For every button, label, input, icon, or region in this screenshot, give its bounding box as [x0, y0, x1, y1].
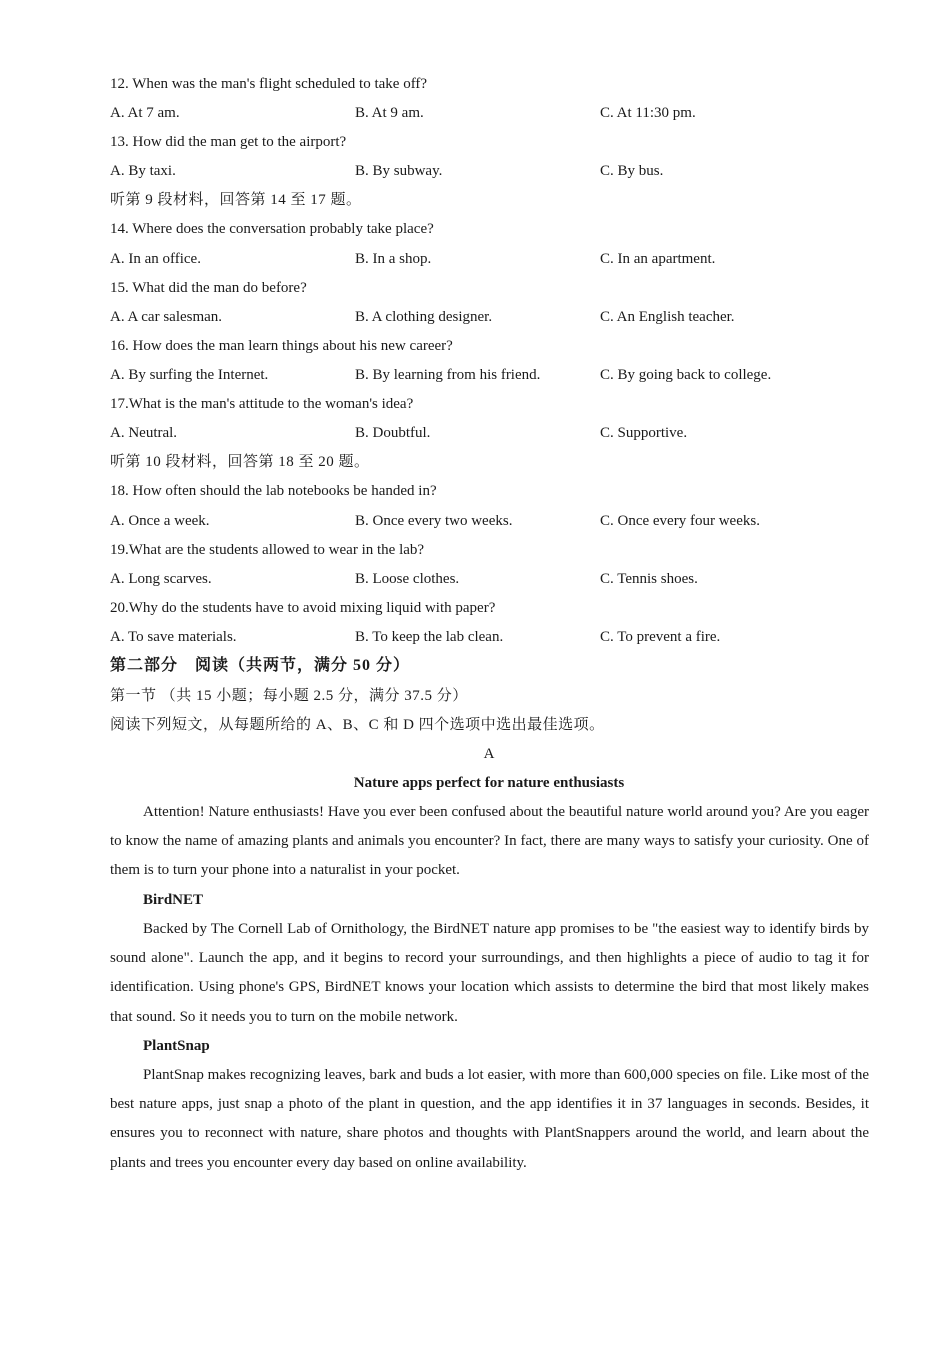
q20-option-b: B. To keep the lab clean. — [355, 629, 504, 645]
question-18: 18. How often should the lab notebooks be handed in? — [110, 483, 437, 499]
part-2-heading: 第二部分 阅读（共两节，满分 50 分） — [110, 657, 411, 674]
q13-option-b: B. By subway. — [355, 163, 443, 179]
q19-option-b: B. Loose clothes. — [355, 571, 460, 587]
q14-option-b: B. In a shop. — [355, 251, 432, 267]
question-13: 13. How did the man get to the airport? — [110, 134, 347, 150]
q17-option-a: A. Neutral. — [110, 425, 178, 441]
question-17: 17.What is the man's attitude to the woman's idea? — [110, 396, 414, 412]
q16-option-a: A. By surfing the Internet. — [110, 367, 269, 383]
q17-option-c: C. Supportive. — [600, 425, 688, 441]
question-19: 19.What are the students allowed to wear in the lab? — [110, 542, 425, 558]
q19-option-a: A. Long scarves. — [110, 571, 212, 587]
q15-option-b: B. A clothing designer. — [355, 309, 493, 325]
passage-intro-paragraph: Attention! Nature enthusiasts! Have you ever been confused about the beautiful nature world around you? Are you eager to know the name of amazing plants and animals you encounter? In fact, there are many ways to satisfy your curiosity. One of them is to turn your phone into a naturalist in your pocket. — [110, 804, 869, 879]
q16-option-b: B. By learning from his friend. — [355, 367, 541, 383]
passage-letter: A — [483, 746, 495, 762]
app-plantsnap-paragraph: PlantSnap makes recognizing leaves, bark and buds a lot easier, with more than 600,000 species on file. Like most of the best nature apps, just snap a photo of the plant in question, and the app identifies it in 37 languages in seconds. Besides, it ensures you to reconnect with nature, share photos and thoughts with PlantSnappers around the world, and learn about the plants and trees you encounter every day based on online availability. — [110, 1067, 869, 1171]
q18-option-b: B. Once every two weeks. — [355, 513, 513, 529]
q14-option-a: A. In an office. — [110, 251, 201, 267]
q13-option-c: C. By bus. — [600, 163, 664, 179]
q18-option-a: A. Once a week. — [110, 513, 210, 529]
reading-instruction: 阅读下列短文，从每题所给的 A、B、C 和 D 四个选项中选出最佳选项。 — [110, 717, 605, 733]
section-1-subheading: 第一节 （共 15 小题；每小题 2.5 分，满分 37.5 分） — [110, 688, 468, 704]
q16-option-c: C. By going back to college. — [600, 367, 772, 383]
question-20: 20.Why do the students have to avoid mixing liquid with paper? — [110, 600, 496, 616]
q17-option-b: B. Doubtful. — [355, 425, 431, 441]
q14-option-c: C. In an apartment. — [600, 251, 716, 267]
app-birdnet-paragraph: Backed by The Cornell Lab of Ornithology, the BirdNET nature app promises to be "the easiest way to identify birds by sound alone". Launch the app, and it begins to record your surroundings, and then highlights a piece of audio to tag it for identification. Using phone's GPS, BirdNET knows your location which assists to determine the bird that most likely makes that sound. So it needs you to turn on the mobile network. — [110, 921, 869, 1025]
q15-option-a: A. A car salesman. — [110, 309, 223, 325]
app-birdnet-heading: BirdNET — [143, 892, 204, 908]
q12-option-c: C. At 11:30 pm. — [600, 105, 696, 121]
q20-option-c: C. To prevent a fire. — [600, 629, 721, 645]
q12-option-b: B. At 9 am. — [355, 105, 424, 121]
question-12: 12. When was the man's flight scheduled to take off? — [110, 76, 428, 92]
section-10-note: 听第 10 段材料，回答第 18 至 20 题。 — [110, 454, 370, 470]
question-14: 14. Where does the conversation probably take place? — [110, 221, 434, 237]
q13-option-a: A. By taxi. — [110, 163, 176, 179]
q19-option-c: C. Tennis shoes. — [600, 571, 698, 587]
question-15: 15. What did the man do before? — [110, 280, 307, 296]
q15-option-c: C. An English teacher. — [600, 309, 735, 325]
question-16: 16. How does the man learn things about his new career? — [110, 338, 453, 354]
app-plantsnap-heading: PlantSnap — [143, 1038, 210, 1054]
q18-option-c: C. Once every four weeks. — [600, 513, 760, 529]
q20-option-a: A. To save materials. — [110, 629, 237, 645]
q12-option-a: A. At 7 am. — [110, 105, 180, 121]
passage-title: Nature apps perfect for nature enthusiasts — [353, 775, 625, 791]
section-9-note: 听第 9 段材料，回答第 14 至 17 题。 — [110, 192, 362, 208]
